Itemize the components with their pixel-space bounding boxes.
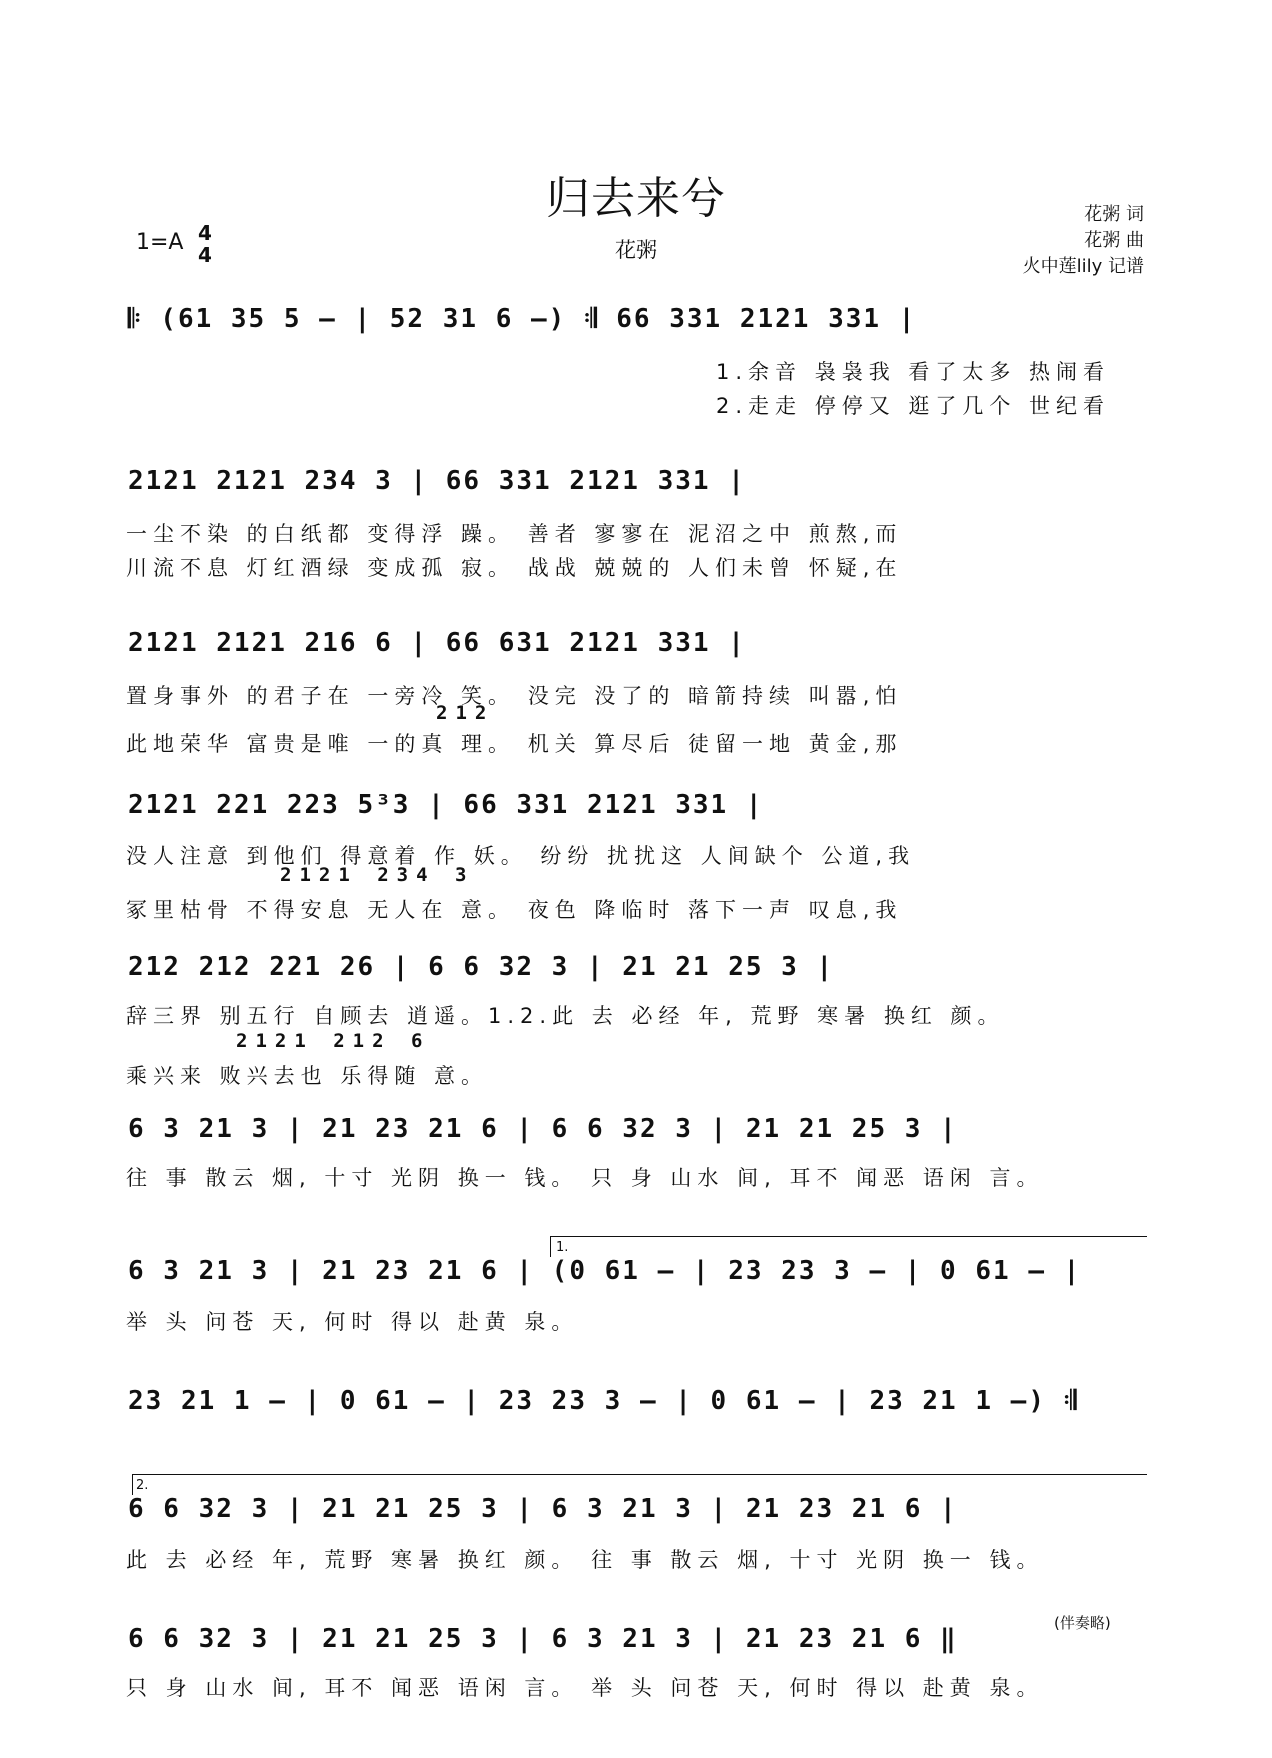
volta-number-2: 2. [136, 1478, 149, 1493]
lyric-verse1-row-4: 没人注意 到他们 得意着 作 妖。 纷纷 扰扰这 人间缺个 公道,我 [126, 844, 916, 868]
notation-row-3: 2121 2121 216 6 | 66 631 2121 331 | [128, 628, 746, 658]
lyric-row-7: 举 头 问苍 天, 何时 得以 赴黄 泉。 [126, 1310, 579, 1334]
time-signature-bottom: 4 [198, 243, 212, 267]
lyric-verse1-row-3: 置身事外 的君子在 一旁冷 笑。 没完 没了的 暗箭持续 叫嚣,怕 [126, 684, 903, 708]
notation-row-4: 2121 221 223 5³3 | 66 331 2121 331 | [128, 790, 764, 820]
notation-row-10: 6 6 32 3 | 21 21 25 3 | 6 3 21 3 | 21 23 21 6 ‖ [128, 1624, 958, 1654]
accompaniment-note: (伴奏略) [1054, 1614, 1111, 1632]
lyric-verse2-row-2: 川流不息 灯红酒绿 变成孤 寂。 战战 兢兢的 人们未曾 怀疑,在 [126, 556, 903, 580]
notation-row-2: 2121 2121 234 3 | 66 331 2121 331 | [128, 466, 746, 496]
composer-credit: 花粥 曲 [1084, 230, 1144, 251]
alt-notes-row-5: 2121 212 6 [236, 1030, 431, 1052]
lyric-verse1-row-1: 1.余音 袅袅我 看了太多 热闹看 [716, 360, 1111, 384]
notation-row-8: 23 21 1 – | 0 61 – | 23 23 3 – | 0 61 – | 23 21 1 –) 𝄇 [128, 1386, 1079, 1416]
song-title: 归去来兮 [546, 173, 726, 224]
notation-row-1: 𝄆 (61 35 5 – | 52 31 6 –) 𝄇 66 331 2121 331 | [128, 304, 917, 334]
volta-bracket-2 [132, 1474, 1147, 1495]
lyric-row-10: 只 身 山水 间, 耳不 闻恶 语闲 言。 举 头 问苍 天, 何时 得以 赴黄 泉。 [126, 1676, 1044, 1700]
volta-number-1: 1. [556, 1240, 569, 1255]
lyric-verse2-row-1: 2.走走 停停又 逛了几个 世纪看 [716, 394, 1111, 418]
lyric-verse2-row-5: 乘兴来 败兴去也 乐得随 意。 [126, 1064, 489, 1088]
alt-notes-row-4: 2121 234 3 [280, 864, 475, 886]
lyric-row-6: 往 事 散云 烟, 十寸 光阴 换一 钱。 只 身 山水 间, 耳不 闻恶 语闲 言。 [126, 1166, 1044, 1190]
alt-notes-row-3: 212 [436, 702, 495, 724]
lyricist-credit: 花粥 词 [1084, 204, 1144, 225]
lyric-verse2-row-4: 冢里枯骨 不得安息 无人在 意。 夜色 降临时 落下一声 叹息,我 [126, 898, 903, 922]
lyric-verse1-row-5: 辞三界 别五行 自顾去 逍遥。1.2.此 去 必经 年, 荒野 寒暑 换红 颜。 [126, 1004, 1005, 1028]
lyric-row-9: 此 去 必经 年, 荒野 寒暑 换红 颜。 往 事 散云 烟, 十寸 光阴 换一 钱。 [126, 1548, 1044, 1572]
key-signature: 1=A [136, 230, 184, 255]
lyric-verse2-row-3: 此地荣华 富贵是唯 一的真 理。 机关 算尽后 徒留一地 黄金,那 [126, 732, 903, 756]
notation-row-5: 212 212 221 26 | 6 6 32 3 | 21 21 25 3 | [128, 952, 835, 982]
notation-row-9: 6 6 32 3 | 21 21 25 3 | 6 3 21 3 | 21 23 21 6 | [128, 1494, 958, 1524]
notation-row-7: 6 3 21 3 | 21 23 21 6 | (0 61 – | 23 23 3 – | 0 61 – | [128, 1256, 1082, 1286]
singer: 花粥 [615, 238, 657, 262]
transcriber-credit: 火中莲lily 记谱 [1022, 256, 1144, 277]
volta-bracket-1 [550, 1236, 1147, 1257]
time-signature-top: 4 [198, 221, 212, 245]
lyric-verse1-row-2: 一尘不染 的白纸都 变得浮 躁。 善者 寥寥在 泥沼之中 煎熬,而 [126, 522, 903, 546]
notation-row-6: 6 3 21 3 | 21 23 21 6 | 6 6 32 3 | 21 21 25 3 | [128, 1114, 958, 1144]
